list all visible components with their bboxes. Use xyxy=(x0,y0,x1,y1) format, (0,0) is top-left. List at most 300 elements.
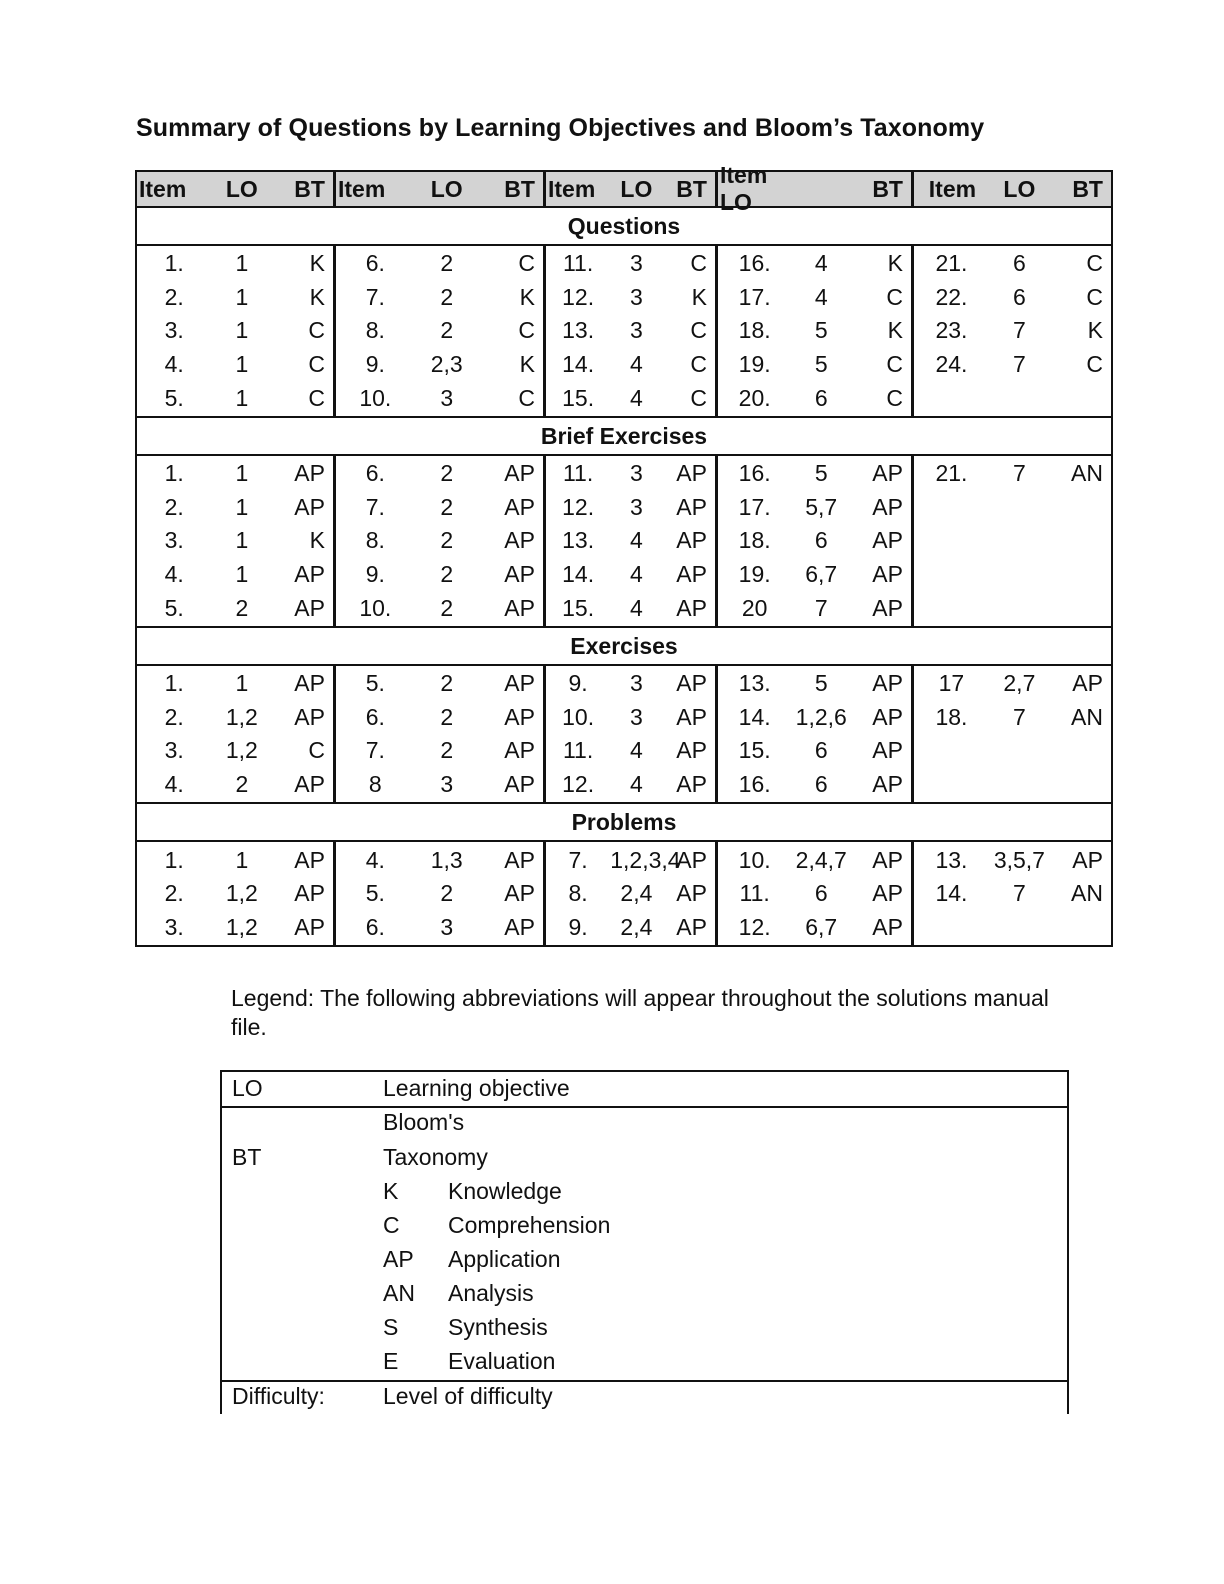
learning-objective: 1 xyxy=(235,561,249,588)
legend-divider xyxy=(222,1106,1067,1108)
table-row xyxy=(718,381,911,415)
learning-objective: 6 xyxy=(1012,283,1026,310)
learning-objective: 1 xyxy=(235,460,249,487)
table-row xyxy=(546,877,715,911)
blooms-level: C xyxy=(308,737,325,764)
learning-objective: 5 xyxy=(814,351,828,378)
table-row xyxy=(546,524,715,558)
blooms-level: AN xyxy=(1071,703,1103,730)
blooms-level: AP xyxy=(872,737,903,764)
item-number: 10. xyxy=(359,594,392,621)
table-row xyxy=(336,877,543,911)
table-row xyxy=(546,734,715,768)
table-row xyxy=(914,877,1111,911)
table-header-row xyxy=(137,162,1111,215)
item-number: 20 xyxy=(741,594,768,621)
learning-objective: 6 xyxy=(814,384,828,411)
blooms-level: AP xyxy=(294,880,325,907)
table-row xyxy=(137,667,333,701)
item-number: 5. xyxy=(365,880,385,907)
blooms-level: K xyxy=(309,283,325,310)
table-row xyxy=(546,558,715,592)
blooms-level: C xyxy=(308,317,325,344)
legend-difficulty-text: Level of difficulty xyxy=(383,1383,553,1409)
table-row xyxy=(546,491,715,525)
item-number: 15. xyxy=(562,594,595,621)
item-number: 9. xyxy=(365,351,385,378)
learning-objective: 4 xyxy=(630,771,643,798)
legend-level-name: Knowledge xyxy=(448,1178,562,1204)
table-row xyxy=(718,877,911,911)
blooms-level: AP xyxy=(676,913,707,940)
blooms-level: K xyxy=(519,351,535,378)
item-block xyxy=(911,666,1111,802)
learning-objective: 2,4,7 xyxy=(795,846,847,873)
table-row xyxy=(137,591,333,625)
item-number: 23. xyxy=(935,317,968,344)
item-number: 10. xyxy=(359,384,392,411)
learning-objective: 3 xyxy=(440,913,454,940)
item-number: 19. xyxy=(738,561,771,588)
learning-objective: 1,2,3,4 xyxy=(610,846,681,873)
table-row xyxy=(336,667,543,701)
item-number: 2. xyxy=(164,703,184,730)
item-number: 13. xyxy=(562,317,595,344)
item-number: 16. xyxy=(738,771,771,798)
blooms-level: AP xyxy=(504,913,535,940)
item-number: 17 xyxy=(938,670,965,697)
legend-difficulty-abbr: Difficulty: xyxy=(232,1383,325,1409)
learning-objective: 7 xyxy=(1012,703,1026,730)
legend-divider xyxy=(222,1380,1067,1382)
item-number: 5. xyxy=(365,670,385,697)
table-row xyxy=(336,314,543,348)
table-row xyxy=(336,281,543,315)
legend-bt-abbr: BT xyxy=(232,1144,262,1170)
table-row xyxy=(718,524,911,558)
item-number: 13. xyxy=(738,670,771,697)
table-row xyxy=(137,843,333,877)
learning-objective: 2 xyxy=(440,880,454,907)
section-title: Exercises xyxy=(137,628,1111,666)
learning-objective: 3 xyxy=(440,384,454,411)
learning-objective: 2 xyxy=(440,250,454,277)
item-number: 14. xyxy=(935,880,968,907)
item-number: 12. xyxy=(562,283,595,310)
learning-objective: 6 xyxy=(814,527,828,554)
table-row xyxy=(137,348,333,382)
table-row xyxy=(336,734,543,768)
blooms-level: AP xyxy=(676,846,707,873)
blooms-level: AP xyxy=(872,703,903,730)
learning-objective: 3 xyxy=(630,703,643,730)
table-row xyxy=(546,314,715,348)
header-block xyxy=(137,172,333,206)
table-row xyxy=(137,768,333,802)
item-block xyxy=(715,842,911,945)
item-block xyxy=(333,246,543,416)
item-number: 22. xyxy=(935,283,968,310)
table-row xyxy=(546,591,715,625)
blooms-level: K xyxy=(887,317,903,344)
learning-objective: 1 xyxy=(235,250,249,277)
legend-label: Legend: xyxy=(231,985,315,1011)
item-number: 21. xyxy=(935,460,968,487)
table-row xyxy=(718,734,911,768)
blooms-level: AP xyxy=(872,880,903,907)
table-row xyxy=(718,558,911,592)
table-row xyxy=(336,348,543,382)
learning-objective: 3 xyxy=(440,771,454,798)
item-number: 3. xyxy=(164,527,184,554)
table-row xyxy=(137,381,333,415)
item-number: 6. xyxy=(365,460,385,487)
blooms-level: C xyxy=(690,317,707,344)
table-row xyxy=(718,768,911,802)
learning-objective: 1,2,6 xyxy=(795,703,847,730)
learning-objective: 2,4 xyxy=(620,880,653,907)
blooms-level: AP xyxy=(872,460,903,487)
item-block xyxy=(543,246,715,416)
table-row xyxy=(336,558,543,592)
learning-objective: 4 xyxy=(630,384,643,411)
blooms-level: AP xyxy=(504,703,535,730)
legend-lo-text: Learning objective xyxy=(383,1075,570,1101)
item-block xyxy=(911,246,1111,416)
learning-objective: 1 xyxy=(235,384,249,411)
legend-level-abbr: AP xyxy=(383,1246,414,1272)
learning-objective: 6 xyxy=(814,771,828,798)
table-row xyxy=(914,247,1111,281)
learning-objective: 2 xyxy=(440,283,454,310)
blooms-level: AP xyxy=(504,670,535,697)
blooms-level: AP xyxy=(294,460,325,487)
learning-objective: 4 xyxy=(630,351,643,378)
table-row xyxy=(718,247,911,281)
table-row xyxy=(718,591,911,625)
blooms-level: AP xyxy=(1072,846,1103,873)
learning-objective: 2 xyxy=(235,771,249,798)
table-row xyxy=(336,911,543,945)
learning-objective: 6,7 xyxy=(805,561,838,588)
item-number: 18. xyxy=(935,703,968,730)
item-number: 19. xyxy=(738,351,771,378)
learning-objective: 1 xyxy=(235,351,249,378)
learning-objective: 4 xyxy=(630,561,643,588)
learning-objective: 7 xyxy=(814,594,828,621)
blooms-level: AP xyxy=(294,594,325,621)
item-block xyxy=(333,666,543,802)
item-block xyxy=(137,456,333,626)
learning-objective: 5 xyxy=(814,460,828,487)
learning-objective: 1,2 xyxy=(225,880,258,907)
blooms-level: AP xyxy=(1072,670,1103,697)
learning-objective: 6 xyxy=(814,880,828,907)
learning-objective: 4 xyxy=(630,527,643,554)
learning-objective: 4 xyxy=(814,283,828,310)
learning-objective: 2 xyxy=(440,460,454,487)
item-block xyxy=(715,666,911,802)
table-row xyxy=(718,843,911,877)
learning-objective: 2 xyxy=(440,594,454,621)
table-row xyxy=(914,667,1111,701)
learning-objective: 6 xyxy=(1012,250,1026,277)
item-number: 14. xyxy=(562,561,595,588)
learning-objective: 2,3 xyxy=(430,351,463,378)
learning-objective: 5,7 xyxy=(805,493,838,520)
legend-level-abbr: AN xyxy=(383,1280,415,1306)
table-row xyxy=(718,457,911,491)
blooms-level: AP xyxy=(504,493,535,520)
item-number: 6. xyxy=(365,913,385,940)
table-row xyxy=(336,768,543,802)
table-row xyxy=(336,524,543,558)
item-number: 3. xyxy=(164,913,184,940)
item-number: 8. xyxy=(568,880,588,907)
column-header: Item LO xyxy=(720,162,768,215)
blooms-level: AP xyxy=(504,594,535,621)
table-row xyxy=(137,877,333,911)
column-header: BT xyxy=(676,175,707,202)
table-row xyxy=(137,911,333,945)
blooms-level: AP xyxy=(676,561,707,588)
blooms-level: C xyxy=(308,384,325,411)
item-number: 4. xyxy=(164,771,184,798)
learning-objective: 6 xyxy=(814,737,828,764)
item-number: 10. xyxy=(738,846,771,873)
table-row xyxy=(336,701,543,735)
table-row xyxy=(914,314,1111,348)
table-row xyxy=(718,348,911,382)
item-number: 9. xyxy=(568,913,588,940)
column-header: BT xyxy=(504,175,535,202)
item-number: 7. xyxy=(365,283,385,310)
table-row xyxy=(137,524,333,558)
item-number: 5. xyxy=(164,384,184,411)
table-row xyxy=(137,491,333,525)
item-number: 17. xyxy=(738,493,771,520)
column-header: LO xyxy=(225,175,258,202)
section-title: Questions xyxy=(137,208,1111,246)
table-row xyxy=(546,247,715,281)
item-number: 16. xyxy=(738,250,771,277)
item-number: 15. xyxy=(562,384,595,411)
item-number: 4. xyxy=(365,846,385,873)
learning-objective: 1 xyxy=(235,846,249,873)
blooms-level: AP xyxy=(294,493,325,520)
table-row xyxy=(718,701,911,735)
learning-objective: 2 xyxy=(440,493,454,520)
header-block xyxy=(715,162,911,215)
table-row xyxy=(914,701,1111,735)
table-row xyxy=(546,701,715,735)
item-number: 18. xyxy=(738,317,771,344)
item-number: 13. xyxy=(935,846,968,873)
item-number: 1. xyxy=(164,670,184,697)
item-number: 7. xyxy=(568,846,588,873)
table-row xyxy=(336,457,543,491)
blooms-level: AP xyxy=(294,561,325,588)
column-header: BT xyxy=(294,175,325,202)
page-title: Summary of Questions by Learning Objectives and Bloom’s Taxonomy xyxy=(136,114,985,142)
blooms-level: K xyxy=(1087,317,1103,344)
learning-objective: 3 xyxy=(630,670,643,697)
item-block xyxy=(715,456,911,626)
blooms-level: AP xyxy=(676,670,707,697)
item-block xyxy=(137,666,333,802)
item-number: 2. xyxy=(164,880,184,907)
table-row xyxy=(546,381,715,415)
blooms-level: C xyxy=(886,384,903,411)
table-row xyxy=(546,768,715,802)
table-row xyxy=(336,491,543,525)
blooms-level: C xyxy=(690,250,707,277)
item-block xyxy=(911,456,1111,626)
column-header: Item xyxy=(548,175,596,202)
blooms-level: AP xyxy=(504,737,535,764)
item-block xyxy=(333,456,543,626)
learning-objective: 2 xyxy=(440,703,454,730)
blooms-level: AP xyxy=(872,913,903,940)
item-number: 17. xyxy=(738,283,771,310)
learning-objective: 1,2 xyxy=(225,913,258,940)
learning-objective: 6,7 xyxy=(805,913,838,940)
table-row xyxy=(914,281,1111,315)
item-number: 8. xyxy=(365,317,385,344)
blooms-level: AP xyxy=(504,527,535,554)
blooms-level: AP xyxy=(294,670,325,697)
learning-objective: 2 xyxy=(440,527,454,554)
item-number: 21. xyxy=(935,250,968,277)
item-block xyxy=(137,246,333,416)
section-body xyxy=(137,246,1111,418)
item-number: 15. xyxy=(738,737,771,764)
table-row xyxy=(546,843,715,877)
blooms-level: AP xyxy=(504,846,535,873)
column-header: Item xyxy=(139,175,187,202)
table-row xyxy=(914,348,1111,382)
item-number: 16. xyxy=(738,460,771,487)
table-row xyxy=(546,667,715,701)
legend-table xyxy=(220,1070,1069,1414)
item-number: 9. xyxy=(568,670,588,697)
blooms-level: AP xyxy=(294,846,325,873)
item-number: 7. xyxy=(365,737,385,764)
item-number: 24. xyxy=(935,351,968,378)
blooms-level: AP xyxy=(872,846,903,873)
learning-objective: 1,2 xyxy=(225,737,258,764)
blooms-level: AP xyxy=(872,771,903,798)
table-row xyxy=(336,381,543,415)
item-block xyxy=(137,842,333,945)
section-body xyxy=(137,456,1111,628)
blooms-level: C xyxy=(886,351,903,378)
blooms-level: K xyxy=(309,250,325,277)
column-header: LO xyxy=(430,175,463,202)
table-row xyxy=(137,558,333,592)
item-number: 4. xyxy=(164,351,184,378)
item-number: 1. xyxy=(164,250,184,277)
blooms-level: C xyxy=(308,351,325,378)
item-number: 3. xyxy=(164,737,184,764)
table-row xyxy=(336,843,543,877)
column-header: BT xyxy=(1072,175,1103,202)
item-number: 11. xyxy=(562,737,594,764)
learning-objective: 2 xyxy=(440,561,454,588)
blooms-level: AP xyxy=(676,527,707,554)
learning-objective: 3 xyxy=(630,493,643,520)
table-row xyxy=(137,734,333,768)
section-body xyxy=(137,666,1111,804)
item-number: 11. xyxy=(562,460,594,487)
item-block xyxy=(543,456,715,626)
blooms-level: AP xyxy=(294,913,325,940)
blooms-level: AP xyxy=(676,460,707,487)
blooms-level: AP xyxy=(676,880,707,907)
item-number: 8 xyxy=(368,771,382,798)
column-header: BT xyxy=(872,175,903,202)
item-number: 1. xyxy=(164,460,184,487)
table-row xyxy=(336,247,543,281)
blooms-level: AP xyxy=(504,771,535,798)
blooms-level: C xyxy=(518,250,535,277)
table-row xyxy=(137,314,333,348)
item-number: 7. xyxy=(365,493,385,520)
legend-level-name: Analysis xyxy=(448,1280,534,1306)
item-number: 14. xyxy=(738,703,771,730)
item-block xyxy=(543,666,715,802)
legend-level-abbr: S xyxy=(383,1314,399,1340)
blooms-level: AP xyxy=(294,771,325,798)
legend-level-name: Comprehension xyxy=(448,1212,611,1238)
blooms-level: AP xyxy=(676,493,707,520)
column-header: LO xyxy=(620,175,653,202)
blooms-level: AP xyxy=(504,561,535,588)
blooms-level: C xyxy=(1086,250,1103,277)
item-number: 2. xyxy=(164,283,184,310)
legend-bt-text-1: Bloom's xyxy=(383,1109,465,1135)
table-row xyxy=(546,457,715,491)
table-row xyxy=(137,281,333,315)
legend-lo-abbr: LO xyxy=(232,1075,263,1101)
learning-objective: 2 xyxy=(440,670,454,697)
blooms-level: C xyxy=(690,351,707,378)
column-header: LO xyxy=(1003,175,1036,202)
learning-objective: 2,4 xyxy=(620,913,653,940)
item-number: 12. xyxy=(738,913,771,940)
legend-level-name: Evaluation xyxy=(448,1348,556,1374)
column-header: Item xyxy=(338,175,386,202)
legend-level-abbr: E xyxy=(383,1348,399,1374)
header-block xyxy=(333,172,543,206)
item-number: 11. xyxy=(562,250,594,277)
legend-level-name: Synthesis xyxy=(448,1314,548,1340)
blooms-level: C xyxy=(690,384,707,411)
table-row xyxy=(914,457,1111,491)
learning-objective: 4 xyxy=(630,737,643,764)
blooms-level: AN xyxy=(1071,880,1103,907)
learning-objective: 4 xyxy=(630,594,643,621)
item-number: 8. xyxy=(365,527,385,554)
header-block xyxy=(911,172,1111,206)
table-row xyxy=(546,281,715,315)
item-number: 6. xyxy=(365,703,385,730)
learning-objective: 1 xyxy=(235,317,249,344)
table-row xyxy=(718,491,911,525)
blooms-level: AP xyxy=(294,703,325,730)
header-block xyxy=(543,172,715,206)
table-row xyxy=(137,247,333,281)
